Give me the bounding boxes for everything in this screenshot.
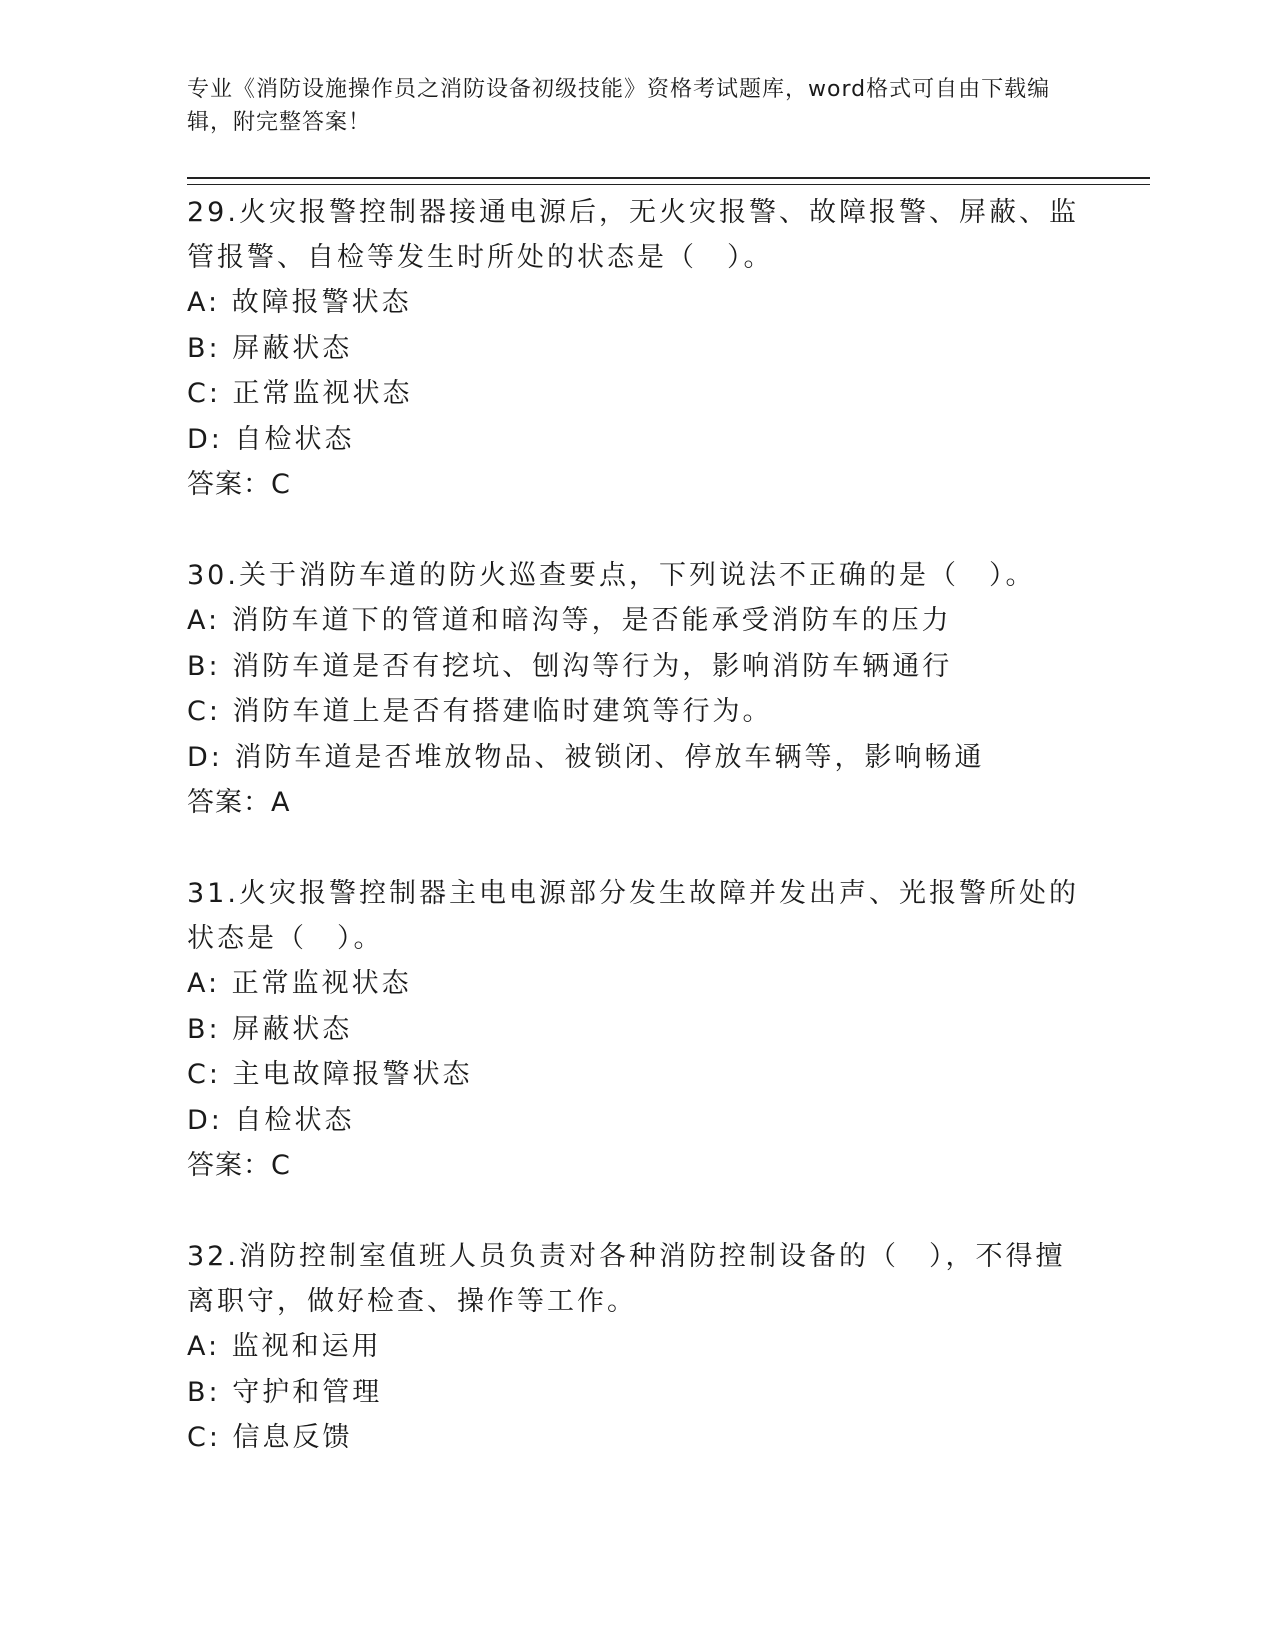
question-29 — [187, 190, 1087, 507]
option-a: A: 故障报警状态 — [187, 287, 412, 318]
question-stem: 30.关于消防车道的防火巡查要点，下列说法不正确的是（ ）。 — [187, 560, 1036, 591]
option-c: C: 正常监视状态 — [187, 378, 413, 409]
question-stem: 31.火灾报警控制器主电电源部分发生故障并发出声、光报警所处的状态是（ ）。 — [187, 878, 1079, 954]
option-c: C: 消防车道上是否有搭建临时建筑等行为。 — [187, 696, 773, 727]
question-31 — [187, 871, 1087, 1188]
question-list — [187, 190, 1087, 1507]
option-a: A: 消防车道下的管道和暗沟等，是否能承受消防车的压力 — [187, 605, 952, 636]
question-stem: 32.消防控制室值班人员负责对各种消防控制设备的（ ），不得擅离职守，做好检查、操作等工作。 — [187, 1241, 1066, 1317]
option-b: B: 屏蔽状态 — [187, 332, 353, 364]
option-d: D: 自检状态 — [187, 1104, 355, 1136]
question-30 — [187, 553, 1087, 825]
option-c: C: 主电故障报警状态 — [187, 1059, 473, 1090]
page-header: 专业《消防设施操作员之消防设备初级技能》资格考试题库，word格式可自由下载编辑，附完整答案！ — [187, 77, 1051, 135]
option-d: D: 自检状态 — [187, 423, 355, 455]
answer: 答案：C — [187, 1150, 291, 1181]
option-a: A: 监视和运用 — [187, 1331, 382, 1362]
question-stem: 29.火灾报警控制器接通电源后，无火灾报警、故障报警、屏蔽、监管报警、自检等发生时所处的状态是（ ）。 — [187, 197, 1079, 273]
question-32 — [187, 1234, 1087, 1461]
answer: 答案：C — [187, 469, 291, 500]
option-b: B: 屏蔽状态 — [187, 1013, 353, 1045]
option-c: C: 信息反馈 — [187, 1422, 353, 1453]
option-b: B: 守护和管理 — [187, 1376, 383, 1408]
option-b: B: 消防车道是否有挖坑、刨沟等行为，影响消防车辆通行 — [187, 650, 953, 682]
option-a: A: 正常监视状态 — [187, 968, 412, 999]
answer: 答案：A — [187, 787, 291, 818]
header-divider — [187, 177, 1150, 185]
option-d: D: 消防车道是否堆放物品、被锁闭、停放车辆等，影响畅通 — [187, 741, 985, 773]
